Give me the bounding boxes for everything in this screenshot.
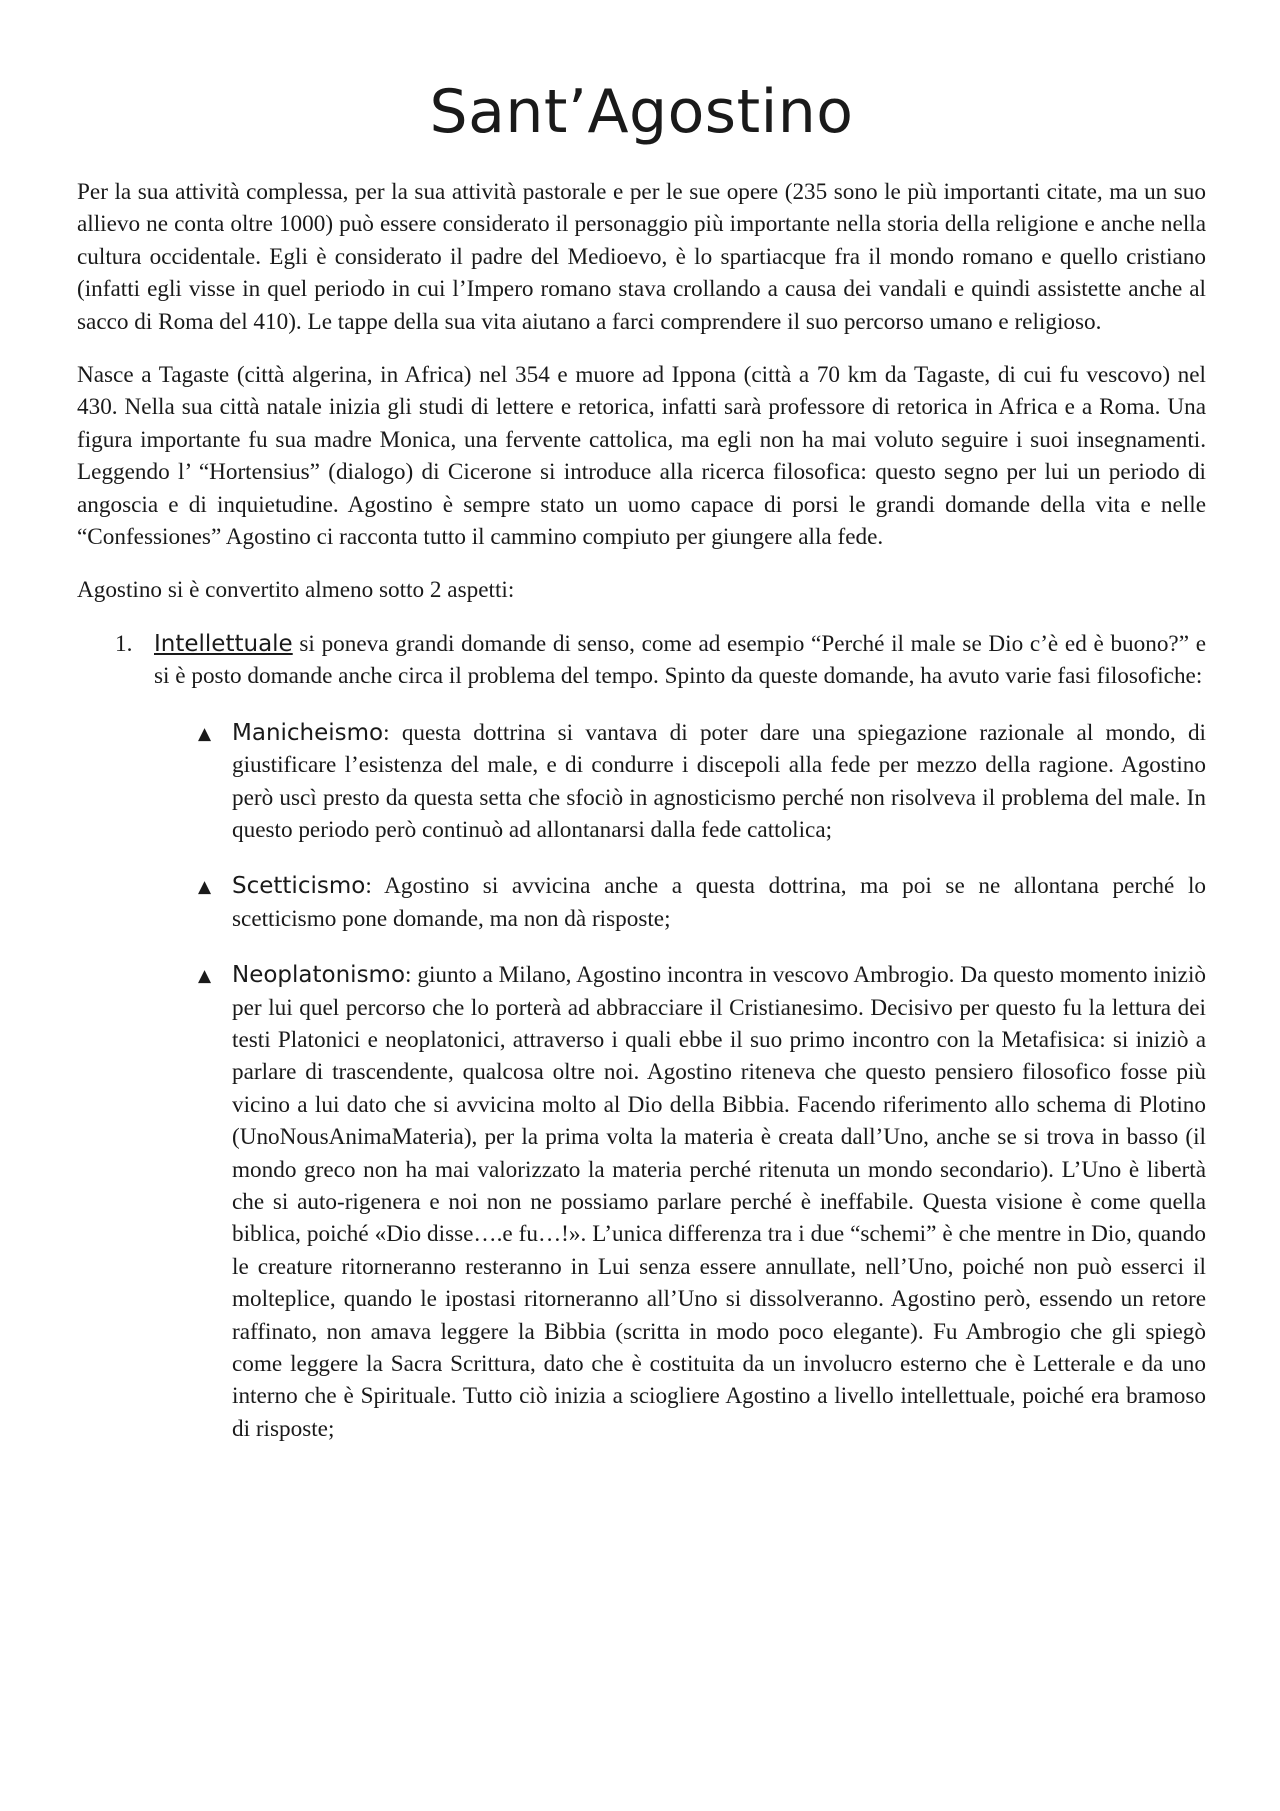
- intro-paragraph: Per la sua attività complessa, per la sua attività pastorale e per le sue opere (235 sono le più importanti citate, ma un suo allievo ne conta oltre 1000) può essere considerato il personaggio più importante nella storia della religione e anche nella cultura occidentale. Egli è considerato il padre del Medioevo, è lo spartiacque fra il mondo romano e quello cristiano (infatti egli visse in quel periodo in cui l’Impero romano stava crollando a causa dei vandali e quindi assistette anche al sacco di Roma del 410). Le tappe della sua vita aiutano a farci comprendere il suo percorso umano e religioso.: [77, 179, 1206, 335]
- list-item-text: [154, 628, 1206, 693]
- subitem-body: : giunto a Milano, Agostino incontra in vescovo Ambrogio. Da questo momento iniziò per lui quel percorso che lo porterà ad abbracciare il Cristianesimo. Decisivo per questo fu la lettura dei testi Platonici e neoplatonici, attraverso i quali ebbe il suo primo incontro con la Metafisica: si iniziò a parlare di trascendente, qualcosa oltre noi. Agostino riteneva che questo pensiero filosofico fosse più vicino a lui dato che si avvicina molto al Dio della Bibbia. Facendo riferimento allo schema di Plotino (UnoNousAnimaMateria), per la prima volta la materia è creata dall’Uno, anche se si trova in basso (il mondo greco non ha mai valorizzato la materia perché ritenuta un mondo secondario). L’Uno è libertà che si auto-rigenera e noi non ne possiamo parlare perché è ineffabile. Questa visione è come quella biblica, poiché «Dio disse….e fu…!». L’unica differenza tra i due “schemi” è che mentre in Dio, quando le creature ritorneranno resteranno in Lui senza essere annullate, nell’Uno, poiché non può esserci il molteplice, quando le ipostasi ritorneranno all’Uno si dissolveranno. Agostino però, essendo un retore raffinato, non amava leggere la Bibbia (scritta in modo poco elegante). Fu Ambrogio che gli spiegò come leggere la Sacra Scrittura, dato che è costituita da un involucro esterno che è Letterale e da uno interno che è Spirituale. Tutto ciò inizia a sciogliere Agostino a livello intellettuale, poiché era bramoso di risposte;: [232, 962, 1206, 1442]
- keyword-neoplatonismo: Neoplatonismo: [232, 962, 406, 989]
- subitem-text: [232, 717, 1206, 847]
- triangle-bullet-icon: ▲: [198, 966, 212, 987]
- list-item-body: si poneva grandi domande di senso, come ad esempio “Perché il male se Dio c’è ed è buono?” e si è posto domande anche circa il problema del tempo. Spinto da queste domande, ha avuto varie fasi filosofiche:: [154, 630, 1206, 690]
- subitem-text: [232, 870, 1206, 935]
- list-item-scetticismo: [154, 870, 1206, 935]
- biography-paragraph: Nasce a Tagaste (città algerina, in Africa) nel 354 e muore ad Ippona (città a 70 km da Tagaste, di cui fu vescovo) nel 430. Nella sua città natale inizia gli studi di lettere e retorica, infatti sarà professore di retorica in Africa e a Roma. Una figura importante fu sua madre Monica, una fervente cattolica, ma egli non ha mai voluto seguire i suoi insegnamenti. Leggendo l’ “Hortensius” (dialogo) di Cicerone si introduce alla ricerca filosofica: questo segno per lui un periodo di angoscia e di inquietudine. Agostino è sempre stato un uomo capace di porsi le grandi domande della vita e nelle “Confessiones” Agostino ci racconta tutto il cammino compiuto per giungere alla fede.: [77, 362, 1206, 551]
- subitem-body: : questa dottrina si vantava di poter dare una spiegazione razionale al mondo, di giustificare l’esistenza del male, e di condurre i discepoli alla fede per mezzo della ragione. Agostino però uscì presto da questa setta che sfociò in agnosticismo perché non risolveva il problema del male. In questo periodo però continuò ad allontanarsi dalla fede cattolica;: [232, 719, 1206, 843]
- list-item-neoplatonismo: [154, 959, 1206, 1445]
- triangle-bullet-icon: ▲: [198, 723, 212, 744]
- keyword-intellettuale: Intellettuale: [154, 630, 293, 657]
- list-item-intellectual: [77, 628, 1206, 1445]
- list-item-manicheismo: [154, 717, 1206, 847]
- triangle-bullet-icon: ▲: [198, 877, 212, 898]
- subitem-body: : Agostino si avvicina anche a questa dottrina, ma poi se ne allontana perché lo scetticismo pone domande, ma non dà risposte;: [232, 873, 1206, 932]
- keyword-manicheismo: Manicheismo: [232, 719, 384, 746]
- philosophical-phases-list: [154, 717, 1206, 1446]
- list-number: 1.: [115, 630, 133, 657]
- keyword-scetticismo: Scetticismo: [232, 873, 366, 900]
- page-title: Sant’Agostino: [429, 77, 854, 147]
- conversion-intro-paragraph: Agostino si è convertito almeno sotto 2 aspetti:: [77, 577, 515, 604]
- subitem-text: [232, 959, 1206, 1445]
